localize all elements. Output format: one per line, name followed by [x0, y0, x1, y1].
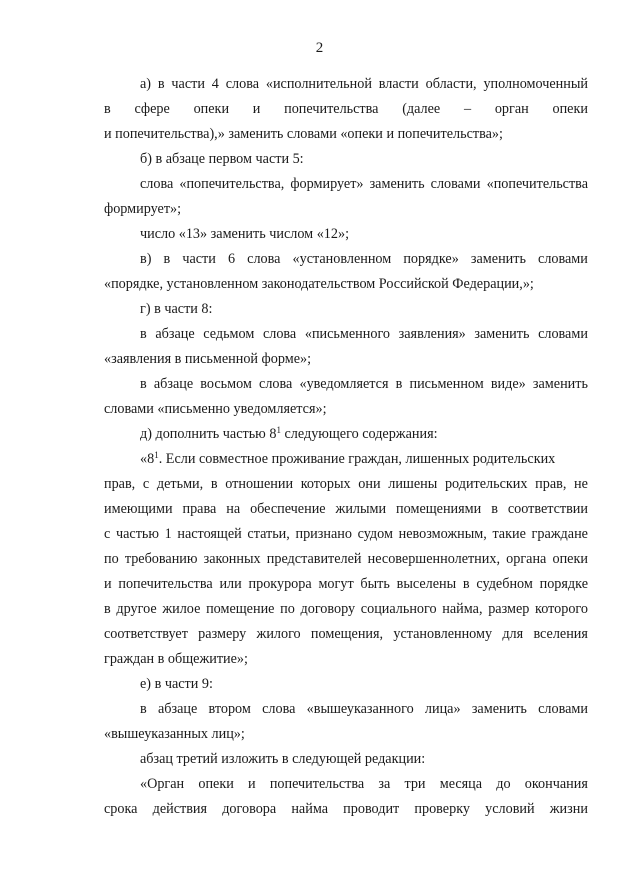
text-line [104, 501, 588, 518]
word: вселения [533, 626, 588, 642]
word: в [140, 326, 147, 342]
text-line [140, 776, 588, 793]
word: действия [152, 801, 208, 817]
word: орган [494, 101, 529, 117]
word: заявления» [398, 326, 466, 342]
word: могут [318, 576, 354, 592]
word: в [104, 101, 111, 117]
text-fragment: . Если совместное проживание граждан, лишенных родительских [158, 451, 556, 467]
word: в [163, 251, 171, 267]
word: попечительства [284, 101, 379, 117]
word: порядке [539, 576, 588, 592]
word: «исполнительной [265, 76, 372, 92]
word: письменном [409, 376, 484, 392]
word: которых [300, 476, 351, 492]
word: в [491, 501, 498, 517]
word: законных [203, 551, 261, 567]
page-number: 2 [315, 40, 324, 56]
word: седьмом [203, 326, 255, 342]
text-line [140, 426, 588, 443]
word: договору [300, 601, 356, 617]
word: с [142, 476, 150, 492]
text-line [140, 176, 588, 193]
word: невозможным, [398, 526, 487, 542]
word: судом [357, 526, 393, 542]
word: «попечительства, [179, 176, 285, 192]
word: виде» [490, 376, 526, 392]
text-fragment: следующего содержания: [280, 426, 438, 442]
word: частью [115, 526, 159, 542]
word: условий [485, 801, 535, 817]
word: жилыми [335, 501, 387, 517]
text-line [104, 576, 588, 593]
word: словами [538, 251, 588, 267]
word: которого [535, 601, 588, 617]
word: абзаце [155, 326, 195, 342]
word: «уведомляется [299, 376, 389, 392]
word: лишены [388, 476, 438, 492]
word: заменить [474, 326, 530, 342]
word: для [502, 626, 524, 642]
word: – [463, 101, 472, 117]
word: окончания [524, 776, 588, 792]
word: прокурора [248, 576, 312, 592]
word: настоящей [177, 526, 242, 542]
text-line [104, 526, 588, 543]
word: срока [104, 801, 138, 817]
word: попечительства [118, 576, 213, 592]
word: представителей [266, 551, 362, 567]
word: абзаце [157, 701, 198, 717]
word: имеющими [104, 501, 173, 517]
word: не [574, 476, 588, 492]
word: порядке» [403, 251, 459, 267]
word: и [252, 101, 261, 117]
word: такие [492, 526, 526, 542]
word: уполномоченный [483, 76, 588, 92]
text-line [104, 601, 588, 618]
text-fragment: «8 [140, 451, 155, 467]
word: признано [295, 526, 352, 542]
word: с [104, 526, 111, 542]
word: установленному [393, 626, 493, 642]
word: в [140, 701, 147, 717]
word: словами [430, 176, 481, 192]
text-line: граждан в общежитие»; [104, 651, 248, 667]
text-line [140, 326, 588, 343]
text-line: и попечительства),» заменить словами «опеки и попечительства»; [104, 126, 503, 142]
word: размер [488, 601, 530, 617]
word: родительских [444, 476, 528, 492]
word: в) [140, 251, 152, 267]
word: а) [140, 76, 152, 92]
text-line [104, 476, 588, 493]
text-line: «порядке, установленном законодательством Российской Федерации,»; [104, 276, 534, 292]
text-line [104, 101, 588, 118]
word: слова [259, 376, 293, 392]
word: помещениями [396, 501, 482, 517]
word: три [404, 776, 426, 792]
word: жилое [162, 601, 201, 617]
word: прав, [104, 476, 136, 492]
word: в [104, 601, 111, 617]
superscript: 1 [276, 425, 281, 435]
word: «Орган [140, 776, 185, 792]
word: требованию [124, 551, 198, 567]
word: по [104, 551, 119, 567]
word: за [378, 776, 391, 792]
text-line [104, 801, 588, 818]
word: помещение [206, 601, 275, 617]
text-line: абзац третий изложить в следующей редакции: [140, 751, 426, 767]
word: договора [222, 801, 277, 817]
word: судебном [476, 576, 533, 592]
word: проверку [414, 801, 470, 817]
text-line [104, 551, 588, 568]
text-line: е) в части 9: [140, 676, 213, 692]
word: права [182, 501, 217, 517]
word: проводит [343, 801, 400, 817]
word: слова [262, 326, 297, 342]
word: лица» [424, 701, 461, 717]
text-line: формирует»; [104, 201, 182, 217]
word: жизни [549, 801, 588, 817]
word: и [104, 576, 112, 592]
word: органа [506, 551, 547, 567]
word: заменить [532, 376, 588, 392]
word: в [157, 76, 165, 92]
word: или [219, 576, 242, 592]
word: в [462, 576, 470, 592]
word: статьи, [247, 526, 290, 542]
word: 4 [211, 76, 219, 92]
word: обеспечение [250, 501, 326, 517]
word: «письменного [304, 326, 391, 342]
word: слова [225, 76, 260, 92]
word: до [496, 776, 511, 792]
word: слова [140, 176, 174, 192]
word: выселены [396, 576, 457, 592]
word: опеки [552, 101, 588, 117]
word: «вышеуказанного [306, 701, 414, 717]
word: «попечительства [486, 176, 588, 192]
text-fragment: д) дополнить частью 8 [140, 426, 277, 442]
word: втором [208, 701, 251, 717]
word: помещения, [310, 626, 384, 642]
word: в [140, 376, 147, 392]
text-line [140, 376, 588, 393]
text-line [104, 626, 588, 643]
word: части [171, 76, 205, 92]
word: в [395, 376, 403, 392]
word: слова [247, 251, 281, 267]
text-line [140, 451, 588, 468]
word: отношении [225, 476, 294, 492]
word: социального [360, 601, 437, 617]
word: по [280, 601, 295, 617]
word: месяца [439, 776, 483, 792]
word: 1 [164, 526, 172, 542]
word: и [248, 776, 256, 792]
word: словами [538, 326, 588, 342]
word: быть [360, 576, 390, 592]
word: власти [378, 76, 419, 92]
text-line: г) в части 8: [140, 301, 213, 317]
word: другое [116, 601, 157, 617]
word: попечительства [269, 776, 365, 792]
word: сфере [134, 101, 170, 117]
text-line: б) в абзаце первом части 5: [140, 151, 304, 167]
text-line: число «13» заменить числом «12»; [140, 226, 350, 242]
word: граждане [531, 526, 588, 542]
word: они [358, 476, 381, 492]
word: найма [291, 801, 329, 817]
word: 6 [227, 251, 236, 267]
word: части [182, 251, 216, 267]
word: заменить [470, 251, 526, 267]
word: (далее [402, 101, 441, 117]
text-line: словами «письменно уведомляется»; [104, 401, 327, 417]
word: размеру [198, 626, 247, 642]
text-line: «заявления в письменной форме»; [104, 351, 312, 367]
word: соответствии [507, 501, 588, 517]
word: найма, [442, 601, 483, 617]
word: опеки [198, 776, 234, 792]
text-line: «вышеуказанных лиц»; [104, 726, 245, 742]
text-line [140, 76, 588, 93]
word: формирует» [290, 176, 364, 192]
word: абзаце [153, 376, 194, 392]
word: опеки [552, 551, 588, 567]
word: «установленном [292, 251, 392, 267]
word: несовершеннолетних, [367, 551, 501, 567]
word: в [210, 476, 218, 492]
word: заменить [369, 176, 425, 192]
word: области, [425, 76, 477, 92]
text-line [140, 251, 588, 268]
word: соответствует [104, 626, 188, 642]
word: заменить [471, 701, 527, 717]
word: словами [538, 701, 588, 717]
word: опеки [193, 101, 230, 117]
word: прав, [535, 476, 567, 492]
word: на [226, 501, 241, 517]
word: жилого [256, 626, 301, 642]
word: слова [262, 701, 296, 717]
word: детьми, [156, 476, 204, 492]
word: восьмом [200, 376, 252, 392]
superscript: 1 [154, 450, 159, 460]
text-line [140, 701, 588, 718]
